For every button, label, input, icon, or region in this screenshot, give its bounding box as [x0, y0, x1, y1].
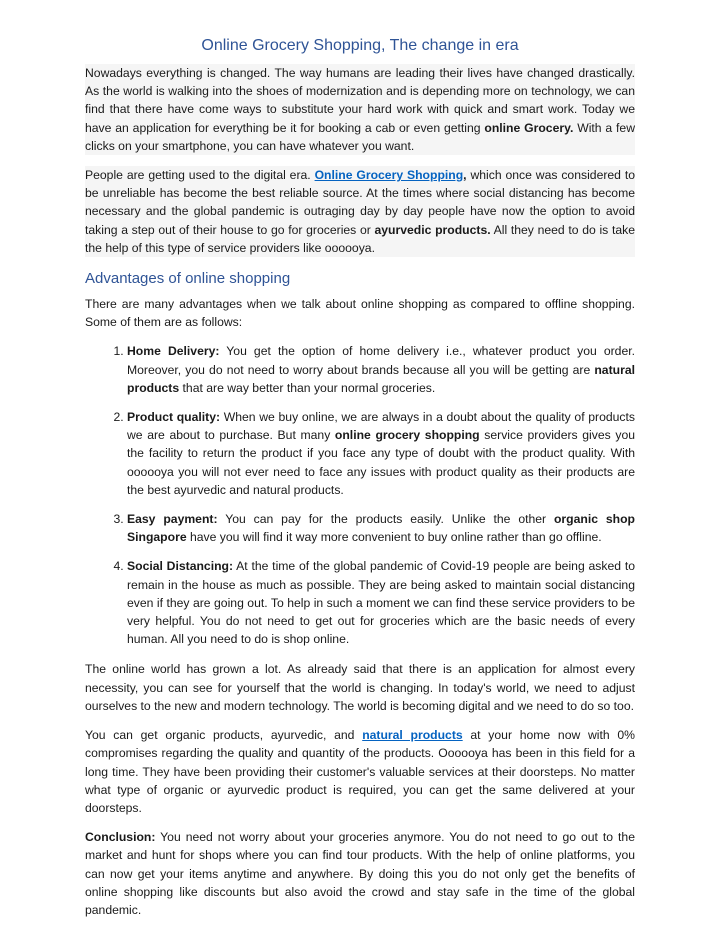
- bold-keyword: ayurvedic products.: [374, 222, 491, 237]
- list-item: [127, 342, 635, 397]
- text-run: Nowadays everything is changed. The way humans are leading their lives have changed drastically. As the world is walking into the shoes of modernization and is depending more on technology, we can find that there have come ways to substitute your hard work with quick and smart work. Today we have an application for everything be it for booking a cab or even getting: [85, 66, 635, 135]
- body-paragraph-4: [85, 726, 635, 817]
- text-run: which once was considered to be unreliable has become the best reliable source. At the times where social distancing has become necessary and the global pandemic is outraging day by day people have now the option to avoid taking a step out of their house to go for groceries or: [85, 168, 635, 237]
- text-run: at your home now with 0% compromises regarding the quality and quantity of the products. Oooooya has been in this field for a long time. They have been providing their customer's valuable services at their doorsteps. No matter what type of organic or ayurvedic product is required, you can get the same delivered at your doorsteps.: [85, 728, 636, 815]
- conclusion-label: Conclusion:: [85, 830, 156, 845]
- list-item: [127, 510, 635, 546]
- section-heading: Advantages of online shopping: [85, 270, 291, 288]
- text-run: that are way better than your normal groceries.: [179, 380, 436, 395]
- intro-paragraph-2: [85, 166, 635, 257]
- text-run: have you will find it way more convenient to buy online rather than go offline.: [186, 530, 602, 545]
- text-run: You can pay for the products easily. Unlike the other: [217, 512, 554, 527]
- bold-keyword: online Grocery.: [484, 120, 574, 135]
- advantages-lead: There are many advantages when we talk about online shopping as compared to offline shopping. Some of them are as follows:: [85, 297, 635, 330]
- list-item: [127, 408, 635, 499]
- text-run: You need not worry about your groceries anymore. You do not need to go out to the market and hunt for shops where you can find tour products. With the help of online platforms, you can now get your items anytime and anywhere. By doing this you do not only get the benefits of online shopping like discounts but also avoid the crowd and stay safe in the time of the global pandemic.: [85, 830, 635, 917]
- text-run: All they need to do is take the help of this type of service providers like oooooya.: [85, 222, 635, 255]
- text-run: service providers gives you the facility to return the product if you face any type of doubt with the product quality. With oooooya you will not ever need to face any issues with product quality as their products are the best ayurvedic and natural products.: [127, 428, 635, 497]
- text-run: People are getting used to the digital era.: [85, 168, 315, 183]
- natural-products-link[interactable]: natural products: [362, 728, 463, 743]
- advantages-list: [85, 342, 635, 648]
- text-run: With a few clicks on your smartphone, you can have whatever you want.: [85, 120, 636, 153]
- list-item: [127, 557, 635, 648]
- bold-keyword: natural products: [127, 362, 635, 395]
- body-paragraph-3: The online world has grown a lot. As already said that there is an application for almost every necessity, you can see for yourself that the world is changing. In today's world, we need to adjust ourselves to the new and modern technology. The world is becoming digital and we need to do so too.: [85, 662, 635, 713]
- item-label: Home Delivery:: [127, 344, 220, 359]
- text-run: ,: [463, 168, 467, 183]
- text-run: You get the option of home delivery i.e., whatever product you order. Moreover, you do not need to worry about brands because all you will be getting are: [127, 344, 636, 377]
- item-label: Social Distancing:: [127, 559, 234, 574]
- page-title: Online Grocery Shopping, The change in era: [201, 37, 519, 54]
- item-label: Product quality:: [127, 410, 221, 425]
- conclusion-paragraph: [85, 828, 635, 919]
- bold-keyword: organic shop Singapore: [127, 512, 635, 545]
- intro-paragraph-1: [85, 64, 635, 155]
- text-run: When we buy online, we are always in a doubt about the quality of products we are about to purchase. But many: [127, 410, 636, 443]
- text-run: At the time of the global pandemic of Covid-19 people are being asked to remain in the house as much as possible. They are being asked to maintain social distancing even if they are going out. To help in such a moment we can find these service providers to be very helpful. You do not need to get out for groceries which are the basic needs of every human. All you need to do is shop online.: [127, 559, 635, 647]
- text-run: You can get organic products, ayurvedic, and: [85, 728, 363, 743]
- bold-keyword: online grocery shopping: [334, 428, 480, 443]
- item-label: Easy payment:: [127, 512, 218, 527]
- online-grocery-shopping-link[interactable]: Online Grocery Shopping: [314, 168, 464, 183]
